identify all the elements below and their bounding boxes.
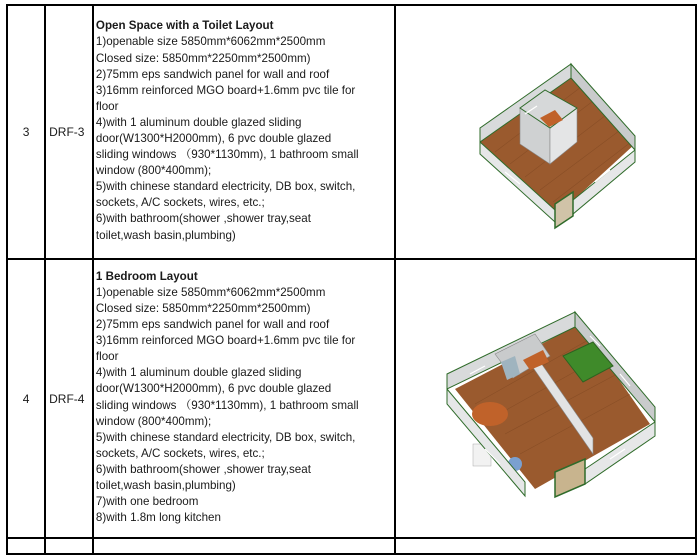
layout-image-cell (395, 5, 696, 259)
model-code: DRF-3 (45, 5, 93, 259)
spec-line: 5)with chinese standard electricity, DB box, switch, (95, 180, 356, 194)
spec-line: 1)openable size 5850mm*6062mm*2500mm (95, 35, 326, 49)
empty-cell (395, 538, 696, 554)
spec-line: sockets, A/C sockets, wires, etc.; (95, 196, 265, 210)
one-bedroom-layout-render (425, 294, 665, 504)
spec-line: door(W1300*H2000mm), 6 pvc double glazed (95, 382, 332, 396)
layout-image-cell (395, 259, 696, 538)
spec-line: Closed size: 5850mm*2250mm*2500mm) (95, 301, 311, 315)
spec-line: floor (95, 350, 119, 364)
spec-line: sliding windows （930*1130mm), 1 bathroom small (95, 148, 359, 162)
spec-line: toilet,wash basin,plumbing) (95, 478, 236, 492)
spec-line: Closed size: 5850mm*2250mm*2500mm) (95, 51, 311, 65)
empty-cell (45, 538, 93, 554)
spec-line: 3)16mm reinforced MGO board+1.6mm pvc tile for (95, 83, 356, 97)
spec-line: 2)75mm eps sandwich panel for wall and roof (95, 67, 330, 81)
empty-cell (93, 538, 395, 554)
spec-line: window (800*400mm); (95, 164, 212, 178)
spec-line: window (800*400mm); (95, 414, 212, 428)
spec-line: toilet,wash basin,plumbing) (95, 228, 236, 242)
table-row (7, 538, 696, 554)
table-row (7, 259, 696, 538)
model-code: DRF-4 (45, 259, 93, 538)
spec-line: sliding windows （930*1130mm), 1 bathroom small (95, 398, 359, 412)
row-number: 3 (7, 5, 45, 259)
empty-cell (7, 538, 45, 554)
spec-line: 4)with 1 aluminum double glazed sliding (95, 366, 302, 380)
spec-line: 2)75mm eps sandwich panel for wall and roof (95, 318, 330, 332)
product-spec-table (6, 4, 697, 555)
spec-line: 8)with 1.8m long kitchen (95, 511, 221, 525)
spec-line: 1)openable size 5850mm*6062mm*2500mm (95, 285, 326, 299)
row-number: 4 (7, 259, 45, 538)
spec-line: 5)with chinese standard electricity, DB box, switch, (95, 430, 356, 444)
spec-line: 6)with bathroom(shower ,shower tray,seat (95, 212, 311, 226)
spec-line: 4)with 1 aluminum double glazed sliding (95, 115, 302, 129)
spec-line: sockets, A/C sockets, wires, etc.; (95, 446, 265, 460)
spec-line: 6)with bathroom(shower ,shower tray,seat (95, 462, 311, 476)
spec-line: 7)with one bedroom (95, 495, 199, 509)
open-space-layout-render (445, 32, 645, 232)
description-cell (93, 5, 395, 259)
description-cell (93, 259, 395, 538)
layout-title: Open Space with a Toilet Layout (95, 19, 274, 33)
spec-line: floor (95, 99, 119, 113)
spec-line: 3)16mm reinforced MGO board+1.6mm pvc tile for (95, 334, 356, 348)
layout-title: 1 Bedroom Layout (95, 269, 198, 283)
table-row (7, 5, 696, 259)
spec-line: door(W1300*H2000mm), 6 pvc double glazed (95, 132, 332, 145)
